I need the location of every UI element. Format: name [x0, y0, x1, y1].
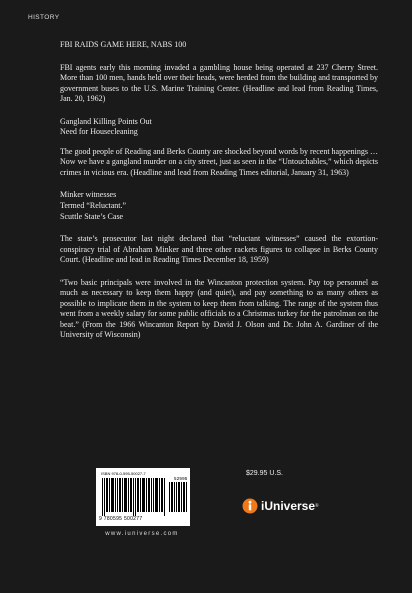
quote-wincanton: “Two basic principals were involved in the Wincanton protection system. Pay top personnel as much as necessary to keep them happy (and quiet), and pay something to as many others as possible to implicate them in the system to keep them from talking. The range of the system thus went from a weekly salary for some public officials to a Christmas turkey for the patrolman on the beat.” (From the 1966 Wincanton Report by David J. Olson and Dr. John A. Gardiner of the University of Wisconsin) — [60, 277, 378, 340]
barcode — [96, 468, 190, 526]
headline-gangland-line1: Gangland Killing Points Out — [60, 116, 152, 126]
publisher-logo — [242, 498, 319, 514]
headline-minker-line3: Scuttle State’s Case — [60, 211, 124, 221]
publisher-name: iUniverse — [261, 499, 316, 513]
headline-minker-line2: Termed “Reluctant.” — [60, 201, 127, 211]
headline-minker-line1: Minker witnesses — [60, 190, 117, 200]
isbn-label: ISBN 978-0-595-50027-7 — [101, 471, 146, 476]
category-label: HISTORY — [28, 14, 60, 21]
price-barcode-bars — [169, 482, 187, 512]
headline-fbi-raid: FBI RAIDS GAME HERE, NABS 100 — [60, 40, 187, 49]
iuniverse-logo-icon — [242, 498, 258, 514]
paragraph-gangland: The good people of Reading and Berks County are shocked beyond words by recent happenings … Now we have a gangland murder on a city street, just as seen in the “Untouchables,” which depicts crimes in vicious era. (Headline and lead from Reading Times editorial, January 31, 1963) — [60, 146, 378, 177]
back-cover-text — [60, 40, 378, 341]
publisher-url: www.iuniverse.com — [105, 531, 179, 537]
headline-gangland-line2: Need for Housecleaning — [60, 127, 138, 137]
paragraph-minker: The state’s prosecutor last night declared that “reluctant witnesses” caused the extortion-conspiracy trial of Abraham Minker and three other rackets figures to collapse in Berks County Court. (Headline and lead in Reading Times December 18, 1959) — [60, 234, 378, 265]
isbn-digits: 9 780595 500277 — [99, 516, 143, 522]
paragraph-fbi-raid: FBI agents early this morning invaded a gambling house being operated at 237 Cherry Street. More than 100 men, hands held over their heads, were herded from the building and transported by government buses to the U.S. Marine Training Center. (Headline and lead from Reading Times, Jan. 20, 1962) — [60, 62, 378, 104]
barcode-bars — [102, 478, 166, 516]
publisher-trademark: ® — [315, 503, 319, 509]
price-code: 52995 — [174, 476, 188, 481]
price-label: $29.95 U.S. — [246, 470, 283, 477]
